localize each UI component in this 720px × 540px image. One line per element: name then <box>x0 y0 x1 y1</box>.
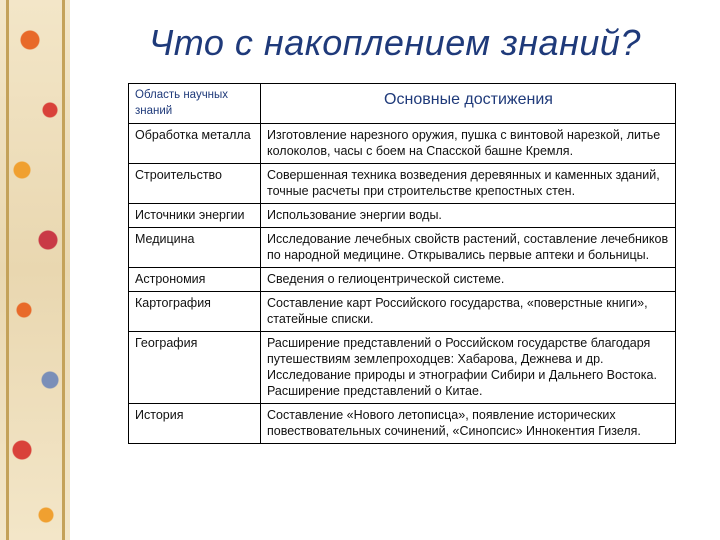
table-row <box>129 204 676 228</box>
achievement-cell: Сведения о гелиоцентрической системе. <box>261 268 676 292</box>
achievement-cell: Составление карт Российского государства, «поверстные книги», статейные списки. <box>261 292 676 332</box>
table-row <box>129 124 676 164</box>
slide-title: Что с накоплением знаний? <box>149 22 641 63</box>
table-row <box>129 404 676 444</box>
field-cell: Астрономия <box>129 268 261 292</box>
decorative-floral-border <box>0 0 70 540</box>
achievements-table <box>128 83 676 444</box>
field-cell: Строительство <box>129 164 261 204</box>
achievement-cell: Расширение представлений о Российском государстве благодаря путешествиям землепроходцев: Хабарова, Дежнева и др. Исследование природы и этнографии Сибири и Дальнего Востока. Расширение представлений о Китае. <box>261 332 676 404</box>
table-row <box>129 268 676 292</box>
field-cell: История <box>129 404 261 444</box>
achievement-cell: Составление «Нового летописца», появление исторических повествовательных сочинений, «Синопсис» Иннокентия Гизеля. <box>261 404 676 444</box>
field-cell: Медицина <box>129 228 261 268</box>
field-cell: География <box>129 332 261 404</box>
field-cell: Картография <box>129 292 261 332</box>
achievement-cell: Использование энергии воды. <box>261 204 676 228</box>
table-row <box>129 228 676 268</box>
achievement-cell: Изготовление нарезного оружия, пушка с винтовой нарезкой, литье колоколов, часы с боем на Спасской башне Кремля. <box>261 124 676 164</box>
achievement-cell: Исследование лечебных свойств растений, составление лечебников по народной медицине. Открывались первые аптеки и больницы. <box>261 228 676 268</box>
header-field: Область научных знаний <box>129 84 261 124</box>
field-cell: Обработка металла <box>129 124 261 164</box>
table-header-row <box>129 84 676 124</box>
field-cell: Источники энергии <box>129 204 261 228</box>
table-row <box>129 292 676 332</box>
table-row <box>129 164 676 204</box>
header-achievements: Основные достижения <box>261 84 676 124</box>
table-row <box>129 332 676 404</box>
achievement-cell: Совершенная техника возведения деревянных и каменных зданий, точные расчеты при строительстве крепостных стен. <box>261 164 676 204</box>
